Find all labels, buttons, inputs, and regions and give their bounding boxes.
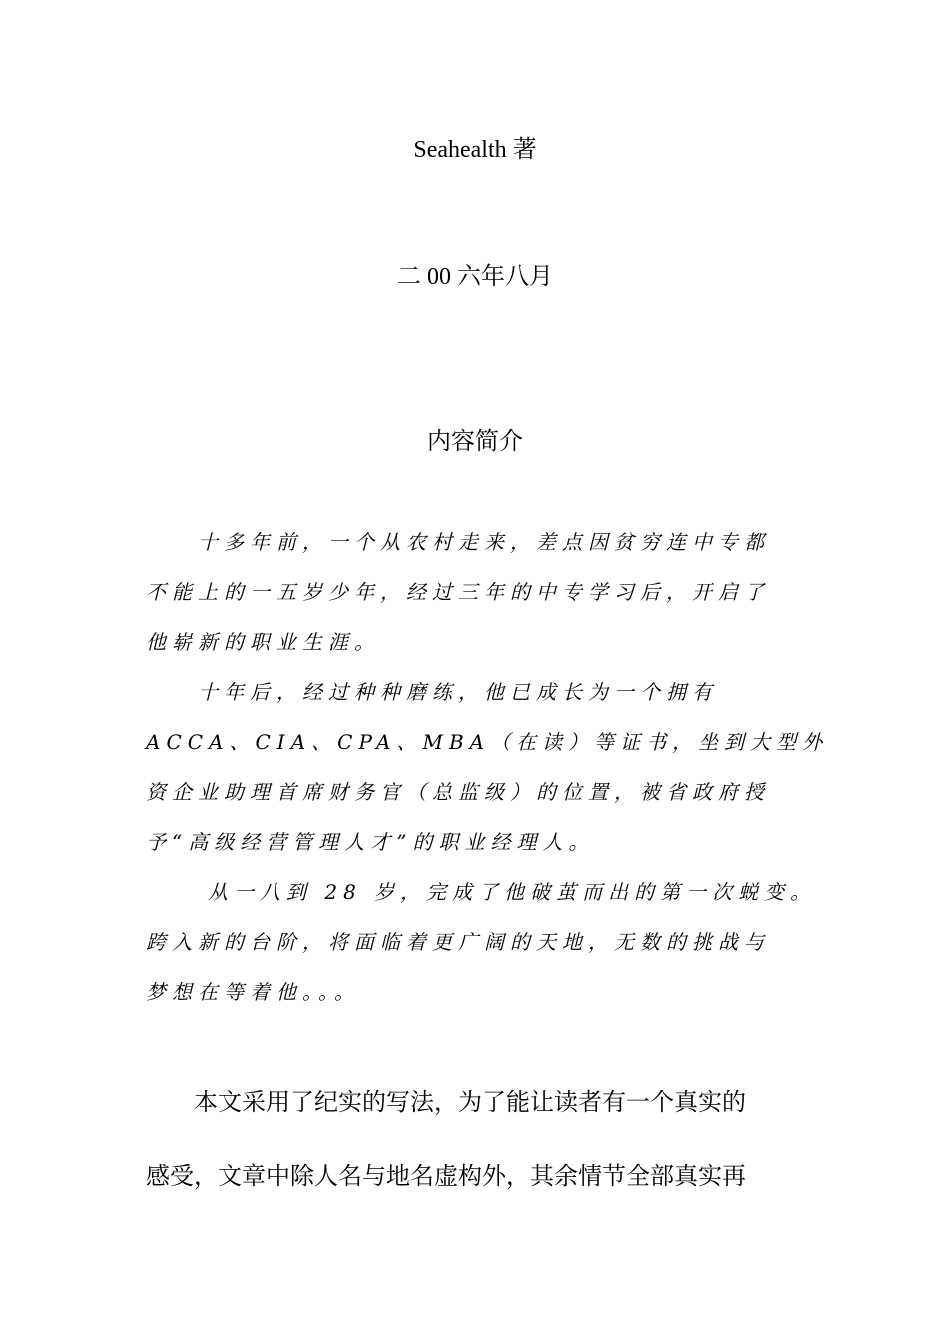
section-heading: 内容简介: [427, 427, 523, 455]
body-line: 感受，文章中除人名与地名虚构外，其余情节全部真实再: [146, 1162, 746, 1190]
intro-paragraphs: [146, 527, 829, 1027]
intro-line: 不能上的一五岁少年，经过三年的中专学习后，开启了: [146, 580, 770, 604]
intro-line: 梦想在等着他。。。: [146, 980, 360, 1004]
intro-line: 他崭新的职业生涯。: [146, 630, 380, 654]
intro-line: 十年后，经过种种磨练，他已成长为一个拥有: [198, 680, 718, 704]
author-line: Seahealth 著: [413, 137, 537, 163]
date-line: 二 00 六年八月: [397, 264, 553, 290]
intro-line: 资企业助理首席财务官（总监级）的位置，被省政府授: [146, 780, 770, 804]
intro-line: 予“高级经营管理人才”的职业经理人。: [146, 830, 595, 854]
body-line: 本文采用了纪实的写法，为了能让读者有一个真实的: [194, 1088, 746, 1116]
body-paragraph: [146, 1085, 816, 1233]
intro-line: ACCA、CIA、CPA、MBA（在读）等证书，坐到大型外: [146, 730, 829, 754]
intro-line: 跨入新的台阶，将面临着更广阔的天地，无数的挑战与: [146, 930, 770, 954]
intro-line: 从一八到 28 岁，完成了他破茧而出的第一次蜕变。: [208, 880, 817, 904]
intro-line: 十多年前，一个从农村走来，差点因贫穷连中专都: [198, 530, 770, 554]
